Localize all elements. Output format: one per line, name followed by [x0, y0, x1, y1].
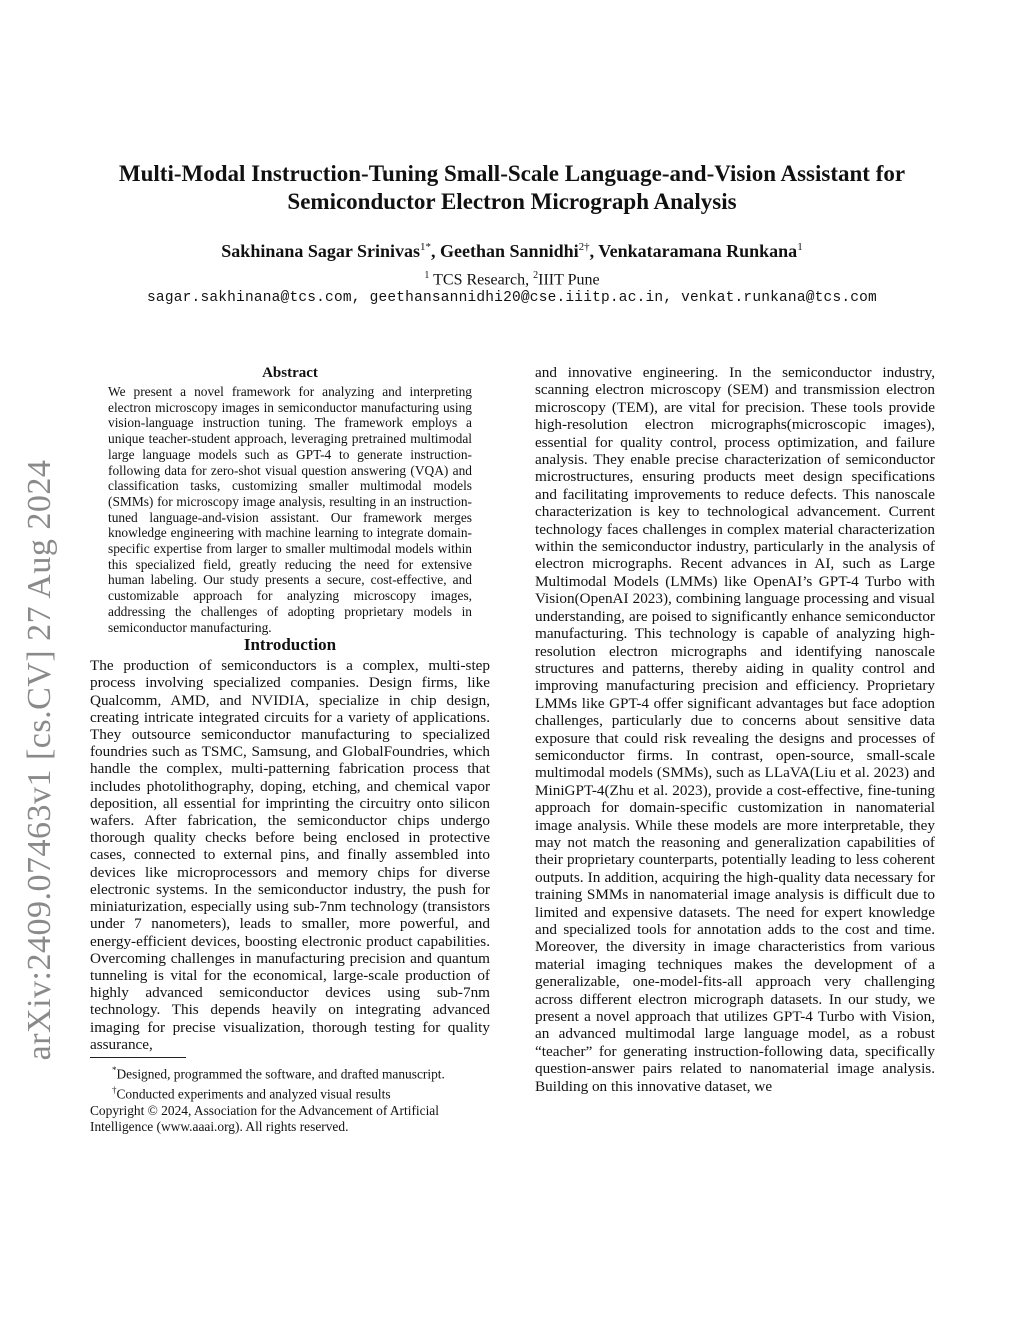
paper-title-line-2: Semiconductor Electron Micrograph Analysis — [287, 189, 737, 214]
author-separator: , — [589, 241, 599, 261]
author-name: Geethan Sannidhi — [440, 241, 579, 261]
author-affiliation-mark: 1* — [420, 241, 432, 253]
footnote-divider — [90, 1057, 186, 1058]
footnote-text: Designed, programmed the software, and drafted manuscript. — [116, 1066, 445, 1082]
footnote-mark: † — [112, 1085, 117, 1096]
introduction-paragraph-right: and innovative engineering. In the semiconductor industry, scanning electron microscopy (SEM) and transmission electron microscopy (TEM), are vital for precision. These tools provide high-resolution electron micrographs(microscopic images), essential for quality control, process optimization, and failure analysis. They enable precise characterization of semiconductor microstructures, ensuring products meet design specifications and facilitating improvements to reduce defects. This nanoscale characterization is key to technological advancement. Current technology faces challenges in complex material characterization within the semiconductor industry, particularly in the analysis of electron micrographs. Recent advances in AI, such as Large Multimodal Models (LMMs) like OpenAI’s GPT-4 Turbo with Vision(OpenAI 2023), combining language processing and visual understanding, are poised to significantly enhance semiconductor manufacturing. This technology is capable of analyzing high-resolution electron micrographs and identifying nanoscale structures and patterns, thereby aiding in quality control and improving manufacturing precision and efficiency. Proprietary LMMs like GPT-4 offer significant advantages but face adoption challenges, particularly due to concerns about sensitive data exposure that could risk revealing the designs and processes of semiconductor firms. In contrast, open-source, small-scale multimodal models (SMMs), such as LLaVA(Liu et al. 2023) and MiniGPT-4(Zhu et al. 2023), provide a cost-effective, fine-tuning approach for domain-specific customization in nanomaterial image analysis. While these models are more interpretable, they may not match the reasoning and generalization capabilities of their proprietary counterparts, potentially leading to less coherent outputs. In addition, acquiring the high-quality data necessary for training SMMs in nanomaterial image analysis is difficult due to limited and expensive datasets. The need for expert knowledge and specialized tools for annotation adds to the cost and time. Moreover, the diversity in image characteristics from various material imaging techniques makes the development of a generalizable, one-model-fits-all approach very challenging across different electron micrograph datasets. In our study, we present a novel approach that utilizes GPT-4 Turbo with Vision, an advanced multimodal large language model, as a robust “teacher” for generating instruction-following data, specifically question-answer pairs related to nanomaterial image analysis. Building on this innovative dataset, we — [535, 364, 935, 1095]
author-affiliation-mark: 1 — [797, 241, 803, 253]
author-name: Venkataramana Runkana — [598, 241, 798, 261]
affiliations — [80, 266, 944, 290]
footnote-1 — [112, 1062, 490, 1082]
author-affiliation-mark: 2† — [578, 241, 590, 253]
footnote-2 — [112, 1082, 490, 1102]
footnote-text: Conducted experiments and analyzed visual results — [116, 1086, 391, 1102]
arxiv-identifier-stamp: arXiv:2409.07463v1 [cs.CV] 27 Aug 2024 — [21, 459, 58, 1061]
author-list — [80, 236, 944, 262]
author-separator: , — [431, 241, 441, 261]
footnote-mark: * — [112, 1064, 117, 1075]
affiliation-name: IIIT Pune — [538, 271, 600, 289]
author-name: Sakhinana Sagar Srinivas — [221, 241, 421, 261]
paper-title — [80, 160, 944, 216]
affiliation-mark: 2 — [533, 270, 539, 281]
introduction-heading: Introduction — [243, 635, 337, 655]
author-emails: sagar.sakhinana@tcs.com, geethansannidhi20@cse.iiitp.ac.in, venkat.runkana@tcs.com — [147, 290, 877, 306]
copyright-notice: Copyright © 2024, Association for the Advancement of Artificial Intelligence (www.aaai.org). All rights reserved. — [90, 1102, 439, 1134]
affiliation-name: TCS Research, — [433, 271, 530, 289]
right-column — [535, 364, 935, 1095]
left-column — [90, 364, 490, 1135]
abstract-body: We present a novel framework for analyzing and interpreting electron microscopy images in semiconductor manufacturing using vision-language instruction tuning. The framework employs a unique teacher-student approach, leveraging pretrained multimodal large language models such as GPT-4 to generate instruction-following data for zero-shot visual question answering (VQA) and classification tasks, customizing smaller multimodal models (SMMs) for microscopy image analysis, resulting in an instruction-tuned language-and-vision assistant. Our framework merges knowledge engineering with machine learning to integrate domain-specific expertise from larger to smaller multimodal models within this specialized field, greatly reducing the need for extensive human labeling. Our study presents a secure, cost-effective, and customizable approach for analyzing microscopy images, addressing the challenges of adopting proprietary models in semiconductor manufacturing. — [108, 384, 472, 635]
abstract-heading: Abstract — [262, 365, 318, 381]
introduction-paragraph-left: The production of semiconductors is a complex, multi-step process involving specialized companies. Design firms, like Qualcomm, AMD, and NVIDIA, specialize in chip design, creating intricate integrated circuits for a variety of applications. They outsource semiconductor manufacturing to specialized foundries such as TSMC, Samsung, and GlobalFoundries, which handle the complex, multi-patterning fabrication process that includes photolithography, doping, etching, and chemical vapor deposition, all essential for imprinting the circuitry onto silicon wafers. After fabrication, the semiconductor chips undergo thorough quality checks before being enclosed in protective cases, connected to external pins, and finally assembled into devices like microprocessors and memory chips for diverse electronic systems. In the semiconductor industry, the push for miniaturization, especially using sub-7nm technology (transistors under 7 nanometers), leads to smaller, more powerful, and energy-efficient devices, boosting electronic product capabilities. Overcoming challenges in manufacturing precision and quantum tunneling is vital for the economical, large-scale production of highly advanced semiconductor devices using sub-7nm technology. This depends heavily on integrating advanced imaging for precise visualization, thorough testing for quality assurance, — [90, 657, 490, 1053]
paper-title-line-1: Multi-Modal Instruction-Tuning Small-Scale Language-and-Vision Assistant for — [118, 161, 906, 186]
affiliation-mark: 1 — [424, 270, 430, 281]
